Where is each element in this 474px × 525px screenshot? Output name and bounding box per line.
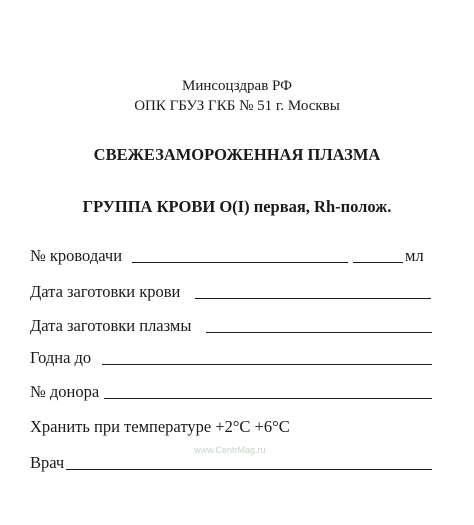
storage-temperature: Хранить при температуре +2°С +6°С (30, 417, 290, 436)
plasma-date-label: Дата заготовки плазмы (30, 316, 192, 335)
donor-number-label: № донора (30, 382, 100, 401)
blood-date-line (195, 298, 431, 299)
donation-number-label: № кроводачи (30, 246, 123, 265)
valid-until-label: Годна до (30, 348, 92, 367)
plasma-date-line (206, 332, 432, 333)
volume-unit: мл (405, 246, 424, 265)
donor-number-line (104, 398, 432, 399)
product-title: СВЕЖЕЗАМОРОЖЕННАЯ ПЛАЗМА (93, 145, 381, 164)
donation-number-line (132, 262, 348, 263)
doctor-line (66, 469, 432, 470)
doctor-label: Врач (30, 453, 65, 472)
valid-until-line (102, 364, 432, 365)
blood-group-line: ГРУППА КРОВИ О(I) первая, Rh-полож. (82, 197, 392, 216)
institution-name: ОПК ГБУЗ ГКБ № 51 г. Москвы (134, 98, 340, 114)
donation-volume-line (353, 262, 403, 263)
ministry-name: Минсоцздрав РФ (182, 78, 292, 94)
watermark: www.CentrMag.ru (194, 445, 266, 455)
blood-date-label: Дата заготовки крови (30, 282, 181, 301)
